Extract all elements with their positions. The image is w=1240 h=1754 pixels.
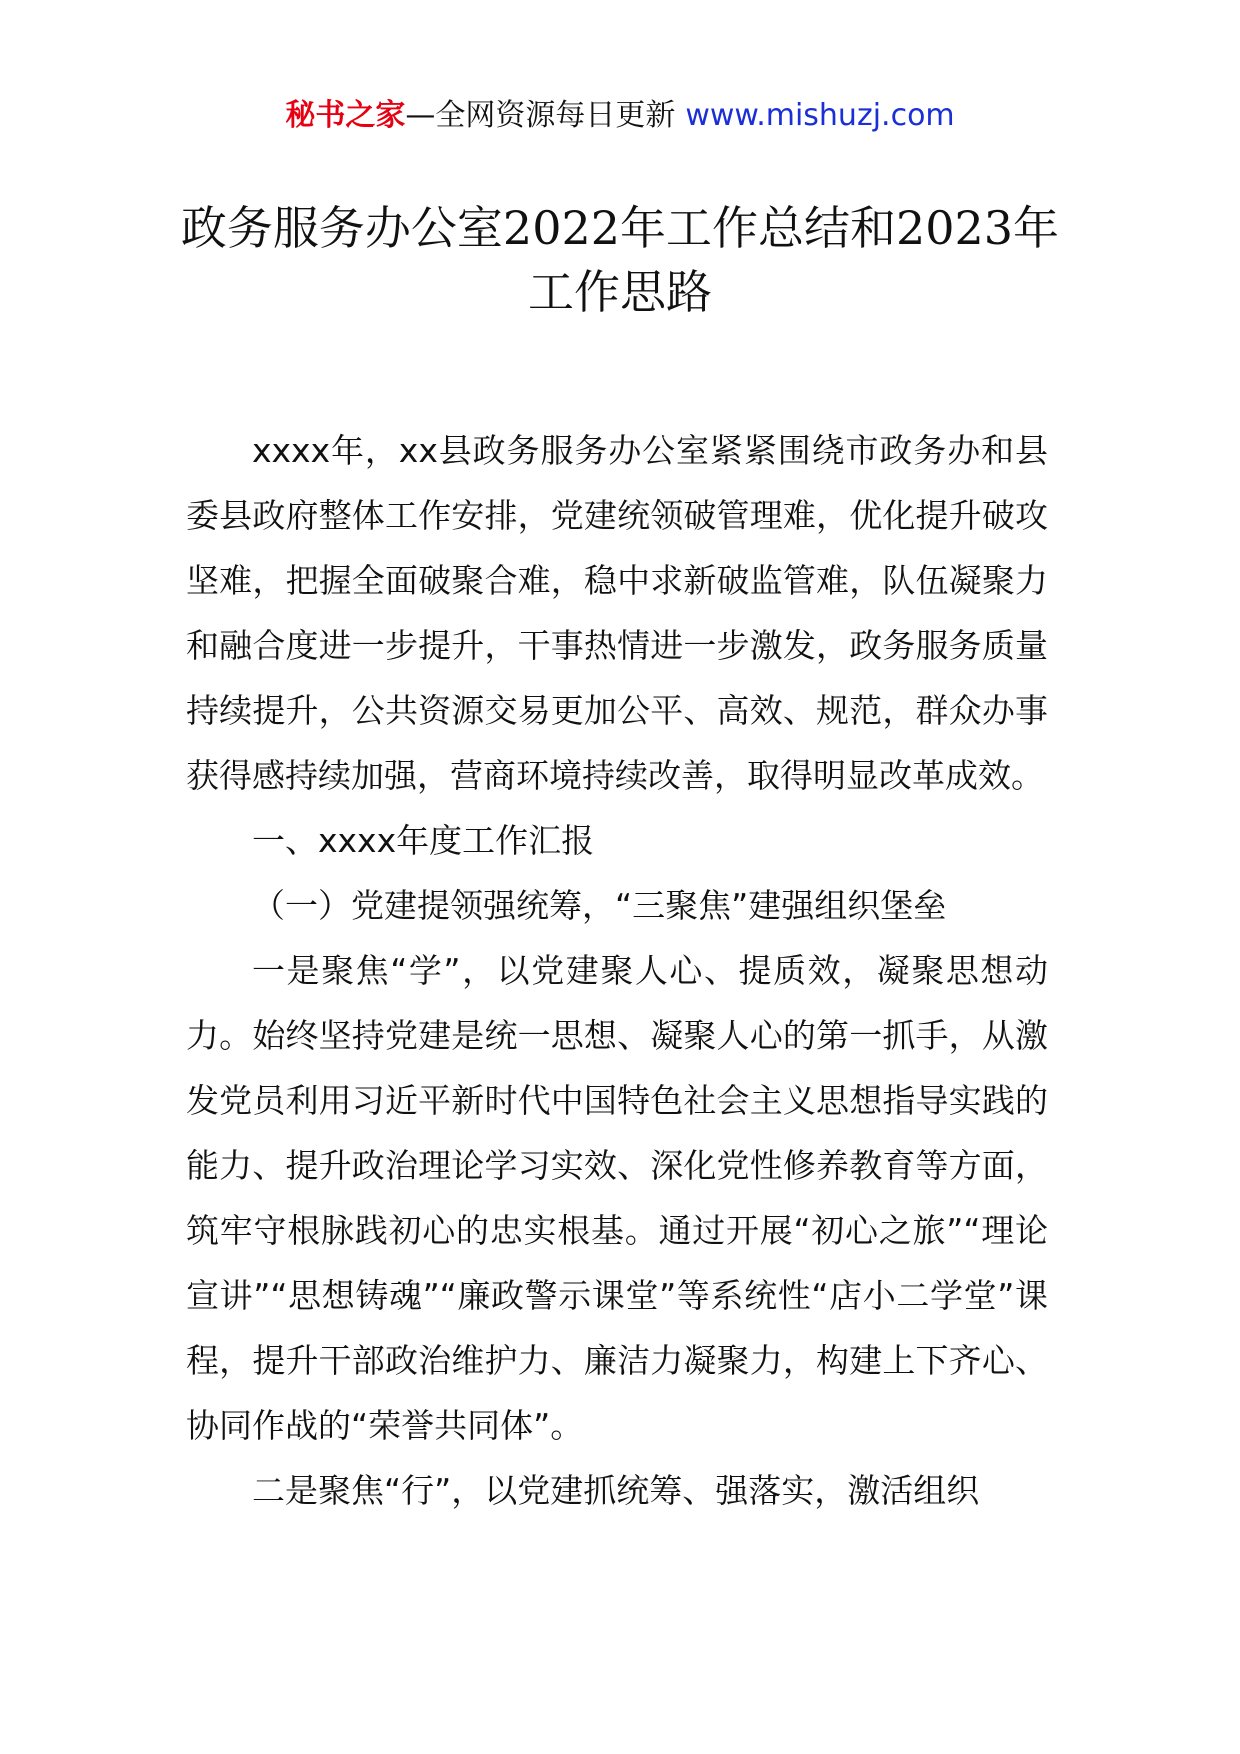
section-heading: 一、xxxx年度工作汇报 — [252, 821, 595, 860]
point-two-paragraph: 二是聚焦“行”，以党建抓统筹、强落实，激活组织 — [252, 1471, 980, 1510]
document-body — [186, 418, 1048, 1523]
site-url[interactable]: www.mishuzj.com — [685, 98, 955, 133]
intro-paragraph: xxxx年，xx县政务服务办公室紧紧围绕市政务办和县委县政府整体工作安排，党建统领破管理难，优化提升破攻坚难，把握全面破聚合难，稳中求新破监管难，队伍凝聚力和融合度进一步提升，干事热情进一步激发，政务服务质量持续提升，公共资源交易更加公平、高效、规范，群众办事获得感持续加强，营商环境持续改善，取得明显改革成效。 — [186, 431, 1048, 795]
title-line-2: 工作思路 — [528, 265, 712, 319]
point-one-paragraph: 一是聚焦“学”，以党建聚人心、提质效，凝聚思想动力。始终坚持党建是统一思想、凝聚人心的第一抓手，从激发党员利用习近平新时代中国特色社会主义思想指导实践的能力、提升政治理论学习实效、深化党性修养教育等方面，筑牢守根脉践初心的忠实根基。通过开展“初心之旅”“理论宣讲”“思想铸魂”“廉政警示课堂”等系统性“店小二学堂”课程，提升干部政治维护力、廉洁力凝聚力，构建上下齐心、协同作战的“荣誉共同体”。 — [186, 951, 1048, 1445]
document-title — [150, 196, 1090, 324]
title-line-1: 政务服务办公室2022年工作总结和2023年 — [180, 201, 1060, 255]
site-banner — [0, 96, 1240, 136]
banner-slogan: —全网资源每日更新 — [405, 98, 676, 133]
brand-name: 秘书之家 — [285, 98, 406, 133]
subsection-heading: （一）党建提领强统筹，“三聚焦”建强组织堡垒 — [252, 886, 947, 925]
